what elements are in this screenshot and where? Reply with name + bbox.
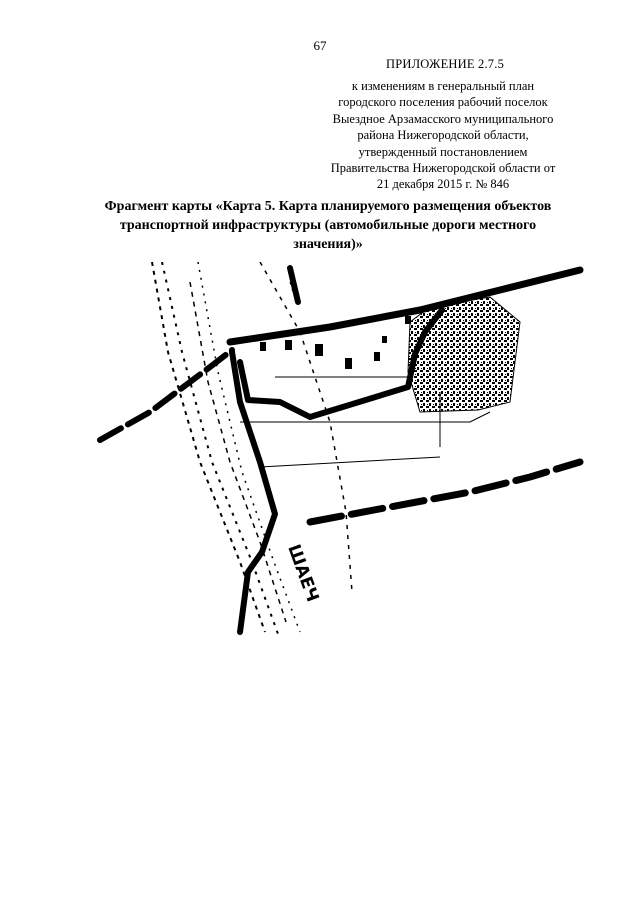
appendix-line: городского поселения рабочий поселок bbox=[338, 95, 548, 110]
built-up-area bbox=[408, 297, 520, 412]
map-symbol bbox=[315, 344, 323, 356]
map-symbol bbox=[374, 352, 380, 361]
block-outline bbox=[240, 412, 490, 422]
page-number: 67 bbox=[313, 38, 327, 53]
appendix-line: Правительства Нижегородской области от bbox=[330, 161, 556, 176]
appendix-line: утвержденный постановлением bbox=[358, 144, 528, 159]
map-symbol bbox=[345, 358, 352, 369]
map-fragment bbox=[90, 262, 585, 642]
road-spur bbox=[290, 268, 298, 302]
map-symbol bbox=[285, 340, 292, 350]
appendix-line: к изменениям в генеральный план bbox=[351, 79, 535, 93]
main-road bbox=[230, 270, 580, 342]
appendix-line: 21 декабря 2015 г. № 846 bbox=[376, 177, 510, 192]
map-title-line: транспортной инфраструктуры (автомобильные дороги местного bbox=[119, 218, 537, 233]
map-title-line: значения)» bbox=[293, 237, 363, 252]
appendix-line: Выездное Арзамасского муниципального bbox=[332, 111, 554, 126]
rail-dashed-line bbox=[260, 262, 352, 592]
map-title-line: Фрагмент карты «Карта 5. Карта планируемого размещения объектов bbox=[104, 199, 552, 214]
block-outline bbox=[260, 457, 440, 467]
road-south bbox=[232, 352, 275, 632]
map-symbol bbox=[405, 316, 411, 324]
appendix-description bbox=[318, 78, 568, 193]
railway-tracks bbox=[152, 262, 352, 634]
road-label: ШАЕЧ bbox=[283, 541, 323, 605]
map-symbol bbox=[260, 342, 266, 351]
road-dashed-east bbox=[310, 462, 580, 522]
appendix-line: района Нижегородской области, bbox=[357, 128, 529, 143]
appendix-title: ПРИЛОЖЕНИЕ 2.7.5 bbox=[385, 57, 505, 71]
map-symbol bbox=[382, 336, 387, 343]
map-title bbox=[70, 197, 586, 254]
rail-dashed-line bbox=[162, 262, 278, 634]
road-dashed-left bbox=[100, 350, 232, 440]
